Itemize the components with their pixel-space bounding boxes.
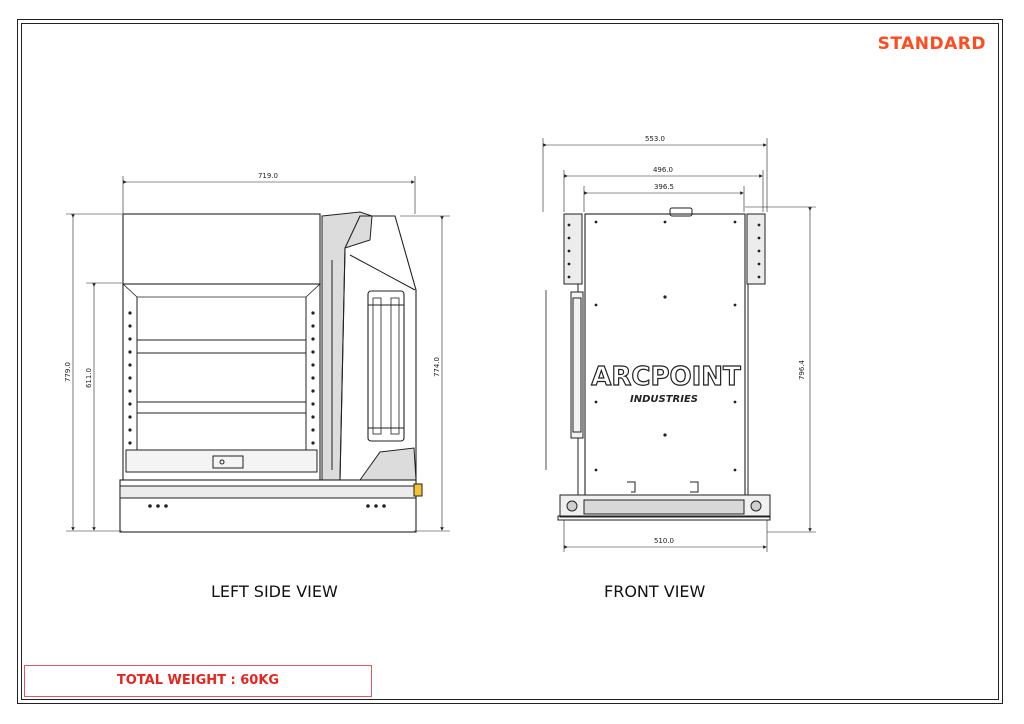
front-view-label: FRONT VIEW [604, 582, 706, 601]
dim-height-front: 796.4 [798, 359, 806, 381]
front-view [543, 138, 816, 552]
arcpoint-logo-subtext: INDUSTRIES [630, 394, 698, 405]
dim-inner-height-left: 611.0 [85, 367, 93, 389]
dim-width-left: 719.0 [257, 172, 279, 180]
brand-label: STANDARD [877, 34, 986, 54]
left-side-view-label: LEFT SIDE VIEW [211, 582, 338, 601]
dim-right-height-left: 774.0 [433, 356, 441, 378]
dim-frame-front: 496.0 [652, 166, 674, 174]
left-side-view [66, 176, 450, 532]
total-weight-label: TOTAL WEIGHT : 60KG [116, 673, 280, 688]
dim-total-height-left: 779.0 [64, 361, 72, 383]
dim-base-front: 510.0 [653, 537, 675, 545]
dim-overall-front: 553.0 [644, 135, 666, 143]
arcpoint-logo-text: ARCPOINT [591, 362, 741, 392]
dim-inner-front: 396.5 [653, 183, 675, 191]
